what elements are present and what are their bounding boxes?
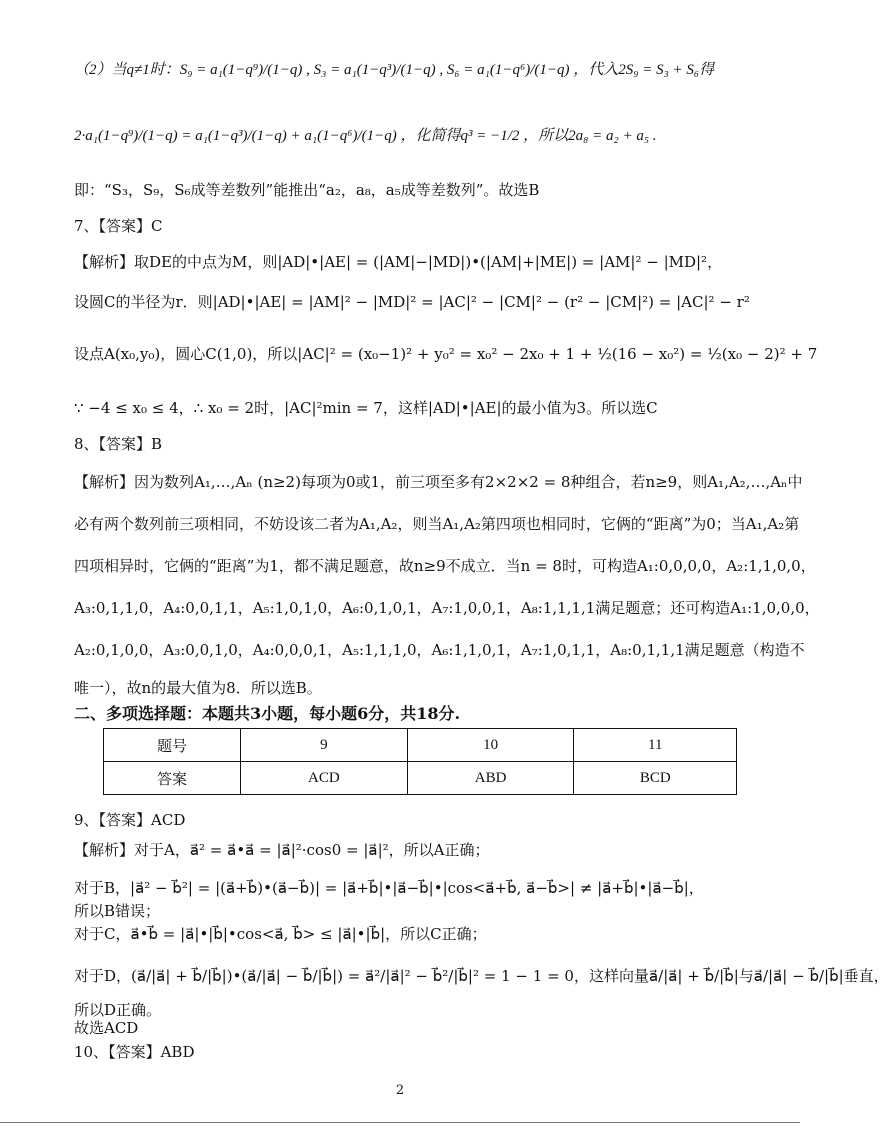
analysis-line: 【解析】因为数列A₁,…,Aₙ (n≥2)每项为0或1，前三项至多有2×2×2 = 8种组合，若n≥9，则A₁,A₂,…,Aₙ中 [74, 473, 803, 491]
text-line: 故选ACD [74, 1019, 139, 1037]
text-line: ∵ −4 ≤ x₀ ≤ 4，∴ x₀ = 2时，|AC|²min = 7，这样|AD|•|AE|的最小值为3。所以选C [74, 399, 658, 417]
text-line: （2）当q≠1时：S₉ = a₁(1−q⁹)/(1−q) , S₃ = a₁(1−q³)/(1−q) , S₆ = a₁(1−q⁶)/(1−q) ，代入2S₉ = S₃ + S₆得 [74, 62, 715, 78]
text-line: 对于C，a⃗•b⃗ = |a⃗|•|b⃗|•cos<a⃗, b⃗> ≤ |a⃗|•|b⃗|，所以C正确； [74, 925, 487, 943]
analysis-line: 【解析】对于A，a⃗² = a⃗•a⃗ = |a⃗|²·cos0 = |a⃗|²，所以A正确； [74, 841, 490, 859]
text-line: 四项相异时，它俩的“距离”为1，都不满足题意，故n≥9不成立．当n = 8时，可构造A₁:0,0,0,0，A₂:1,1,0,0， [74, 557, 816, 575]
table-cell: ABD [407, 762, 574, 795]
text-line: 设点A(x₀,y₀)，圆心C(1,0)，所以|AC|² = (x₀−1)² + y₀² = x₀² − 2x₀ + 1 + ½(16 − x₀²) = ½(x₀ − 2)² + 7 [74, 345, 818, 363]
answer-heading: 8、【答案】B [74, 435, 163, 453]
table-header-cell: 题号 [104, 729, 241, 762]
analysis-line: 【解析】取DE的中点为M，则|AD|•|AE| = (|AM|−|MD|)•(|AM|+|ME|) = |AM|² − |MD|²， [74, 253, 723, 271]
table-cell: 9 [241, 729, 408, 762]
text-line: 2·a₁(1−q⁹)/(1−q) = a₁(1−q³)/(1−q) + a₁(1−q⁶)/(1−q) ，化简得q³ = −1/2 ，所以2a₈ = a₂ + a₅ . [74, 128, 657, 144]
text-line: 对于B，|a⃗² − b⃗²| = |(a⃗+b⃗)•(a⃗−b⃗)| = |a⃗+b⃗|•|a⃗−b⃗|•|cos<a⃗+b⃗, a⃗−b⃗>| ≠ |a⃗+b⃗|•|a⃗−b⃗|， [74, 879, 704, 897]
answer-heading: 9、【答案】ACD [74, 811, 186, 829]
section-heading: 二、多项选择题：本题共3小题，每小题6分，共18分. [74, 704, 461, 723]
text-line: 即：“S₃，S₉，S₆成等差数列”能推出“a₂，a₈，a₅成等差数列”。故选B [74, 181, 540, 199]
table-cell: BCD [574, 762, 737, 795]
table-cell: 11 [574, 729, 737, 762]
text-line: 所以B错误； [74, 902, 161, 920]
text-line: A₃:0,1,1,0，A₄:0,0,1,1，A₅:1,0,1,0，A₆:0,1,0,1，A₇:1,0,0,1，A₈:1,1,1,1满足题意；还可构造A₁:1,0,0,0， [74, 599, 820, 617]
text-line: 设圆C的半径为r．则|AD|•|AE| = |AM|² − |MD|² = |AC|² − |CM|² − (r² − |CM|²) = |AC|² − r² [74, 293, 750, 311]
answer-table [103, 728, 737, 795]
answer-heading: 7、【答案】C [74, 217, 163, 235]
answer-heading: 10、【答案】ABD [74, 1043, 195, 1061]
text-line: 必有两个数列前三项相同，不妨设该二者为A₁,A₂，则当A₁,A₂第四项也相同时，它俩的“距离”为0；当A₁,A₂第 [74, 515, 800, 533]
text-line: A₂:0,1,0,0，A₃:0,0,1,0，A₄:0,0,0,1，A₅:1,1,1,0，A₆:1,1,0,1，A₇:1,0,1,1，A₈:0,1,1,1满足题意（构造不 [74, 641, 805, 659]
table-cell: ACD [241, 762, 408, 795]
table-header-cell: 答案 [104, 762, 241, 795]
page-number: 2 [395, 1083, 405, 1098]
text-line: 所以D正确。 [74, 1001, 162, 1019]
text-line: 对于D，(a⃗/|a⃗| + b⃗/|b⃗|)•(a⃗/|a⃗| − b⃗/|b⃗|) = a⃗²/|a⃗|² − b⃗²/|b⃗|² = 1 − 1 = 0，这样向量a⃗/|a⃗| + b⃗/|b⃗|与a⃗/|a⃗| − b⃗/|b⃗|垂直， [74, 967, 889, 985]
footer-divider [0, 1122, 800, 1123]
table-row [104, 729, 737, 762]
text-line: 唯一），故n的最大值为8．所以选B。 [74, 679, 322, 697]
table-cell: 10 [407, 729, 574, 762]
table-row [104, 762, 737, 795]
